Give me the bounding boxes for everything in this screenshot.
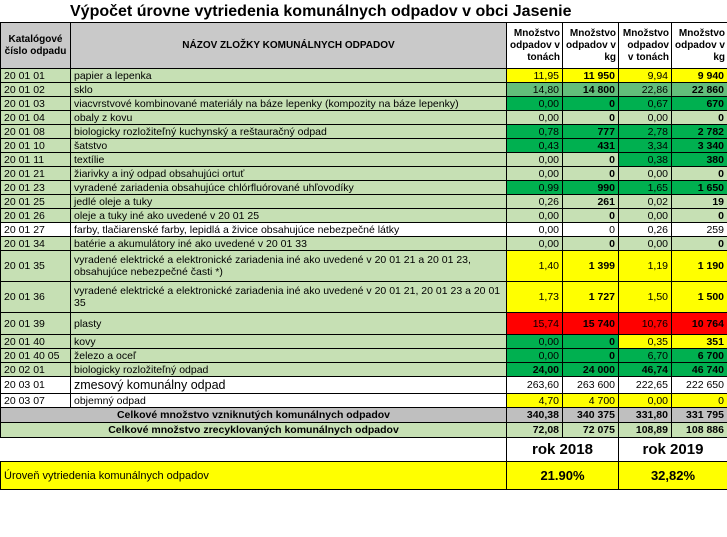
row-name[interactable]: žiarivky a iný odpad obsahujúci ortuť xyxy=(71,167,507,181)
cell-t-2018[interactable]: 0,26 xyxy=(507,195,563,209)
level-row xyxy=(1,462,727,490)
row-name[interactable]: šatstvo xyxy=(71,139,507,153)
cell-t-2018[interactable]: 0,00 xyxy=(507,167,563,181)
cell-t-2018[interactable]: 0,78 xyxy=(507,125,563,139)
cell-kg-2019[interactable]: 3 340 xyxy=(672,139,727,153)
row-name[interactable]: oleje a tuky iné ako uvedené v 20 01 25 xyxy=(71,209,507,223)
cell-t-2018[interactable]: 14,80 xyxy=(507,83,563,97)
cell-kg-2018[interactable]: 0 xyxy=(563,223,619,237)
year-spacer xyxy=(1,438,507,462)
table-row xyxy=(1,139,727,153)
header-t-2019: Množstvo odpadov v tonách xyxy=(619,23,672,69)
row-name[interactable]: vyradené elektrické a elektronické zariadenia iné ako uvedené v 20 01 21, 20 01 23 a 20 01 35 xyxy=(71,282,507,313)
cell-t-2018[interactable]: 0,00 xyxy=(507,153,563,167)
total-t-2019[interactable]: 331,80 xyxy=(619,408,672,423)
cell-kg-2018[interactable]: 1 727 xyxy=(563,282,619,313)
cell-t-2018[interactable]: 0,00 xyxy=(507,97,563,111)
cell-kg-2019[interactable]: 351 xyxy=(672,335,727,349)
recycled-label: Celkové množstvo zrecyklovaných komunálnych odpadov xyxy=(1,423,507,438)
cell-kg-2018[interactable]: 0 xyxy=(563,237,619,251)
table-row xyxy=(1,363,727,377)
table-row xyxy=(1,237,727,251)
row-code[interactable]: 20 01 03 xyxy=(1,97,71,111)
header-kg-2019: Množstvo odpadov v kg xyxy=(672,23,727,69)
header-code: Katalógové číslo odpadu xyxy=(1,23,71,69)
cell-kg-2018[interactable]: 0 xyxy=(563,349,619,363)
row-code[interactable]: 20 01 40 xyxy=(1,335,71,349)
row-name[interactable]: jedlé oleje a tuky xyxy=(71,195,507,209)
cell-t-2018[interactable]: 0,00 xyxy=(507,209,563,223)
table-row xyxy=(1,394,727,408)
row-code[interactable]: 20 01 27 xyxy=(1,223,71,237)
cell-kg-2018[interactable]: 777 xyxy=(563,125,619,139)
row-code[interactable]: 20 01 35 xyxy=(1,251,71,282)
cell-kg-2018[interactable]: 15 740 xyxy=(563,313,619,335)
table-row xyxy=(1,349,727,363)
cell-kg-2019[interactable]: 10 764 xyxy=(672,313,727,335)
cell-kg-2018[interactable]: 0 xyxy=(563,97,619,111)
row-code[interactable]: 20 01 11 xyxy=(1,153,71,167)
cell-kg-2019[interactable]: 259 xyxy=(672,223,727,237)
table-row xyxy=(1,153,727,167)
cell-kg-2018[interactable]: 990 xyxy=(563,181,619,195)
cell-t-2018[interactable]: 0,99 xyxy=(507,181,563,195)
header-name: NÁZOV ZLOŽKY KOMUNÁLNYCH ODPADOV xyxy=(71,23,507,69)
cell-kg-2018[interactable]: 4 700 xyxy=(563,394,619,408)
cell-t-2019[interactable]: 9,94 xyxy=(619,69,672,83)
cell-t-2018[interactable]: 0,43 xyxy=(507,139,563,153)
total-label: Celkové množstvo vzniknutých komunálnych odpadov xyxy=(1,408,507,423)
recycled-kg-2019[interactable]: 108 886 xyxy=(672,423,727,438)
cell-kg-2019[interactable]: 19 xyxy=(672,195,727,209)
row-name[interactable]: biologicky rozložiteľný odpad xyxy=(71,363,507,377)
cell-kg-2019[interactable]: 9 940 xyxy=(672,69,727,83)
cell-kg-2019[interactable]: 46 740 xyxy=(672,363,727,377)
row-code[interactable]: 20 01 08 xyxy=(1,125,71,139)
cell-kg-2019[interactable]: 22 860 xyxy=(672,83,727,97)
cell-t-2019[interactable]: 0,00 xyxy=(619,394,672,408)
row-name[interactable]: plasty xyxy=(71,313,507,335)
recycled-t-2018[interactable]: 72,08 xyxy=(507,423,563,438)
row-name[interactable]: železo a oceľ xyxy=(71,349,507,363)
cell-kg-2018[interactable]: 14 800 xyxy=(563,83,619,97)
cell-t-2018[interactable]: 11,95 xyxy=(507,69,563,83)
cell-t-2018[interactable]: 4,70 xyxy=(507,394,563,408)
row-code[interactable]: 20 01 40 05 xyxy=(1,349,71,363)
row-name[interactable]: farby, tlačiarenské farby, lepidlá a živice obsahujúce nebezpečné látky xyxy=(71,223,507,237)
cell-t-2019[interactable]: 0,26 xyxy=(619,223,672,237)
cell-kg-2019[interactable]: 0 xyxy=(672,111,727,125)
waste-table xyxy=(0,22,727,490)
cell-kg-2018[interactable]: 0 xyxy=(563,335,619,349)
table-row xyxy=(1,195,727,209)
table-row xyxy=(1,209,727,223)
table-row xyxy=(1,111,727,125)
cell-t-2018[interactable]: 0,00 xyxy=(507,349,563,363)
cell-t-2019[interactable]: 0,38 xyxy=(619,153,672,167)
row-name[interactable]: sklo xyxy=(71,83,507,97)
table-row xyxy=(1,83,727,97)
level-2019[interactable]: 32,82% xyxy=(619,462,727,490)
level-label: Úroveň vytriedenia komunálnych odpadov xyxy=(1,462,507,490)
row-code[interactable]: 20 02 01 xyxy=(1,363,71,377)
cell-kg-2019[interactable]: 0 xyxy=(672,394,727,408)
cell-t-2018[interactable]: 0,00 xyxy=(507,111,563,125)
cell-t-2019[interactable]: 2,78 xyxy=(619,125,672,139)
recycled-kg-2018[interactable]: 72 075 xyxy=(563,423,619,438)
cell-kg-2018[interactable]: 263 600 xyxy=(563,377,619,394)
cell-t-2019[interactable]: 1,50 xyxy=(619,282,672,313)
row-code[interactable]: 20 01 02 xyxy=(1,83,71,97)
cell-kg-2018[interactable]: 261 xyxy=(563,195,619,209)
row-name[interactable]: kovy xyxy=(71,335,507,349)
recycled-row xyxy=(1,423,727,438)
cell-kg-2018[interactable]: 24 000 xyxy=(563,363,619,377)
cell-kg-2018[interactable]: 0 xyxy=(563,153,619,167)
cell-kg-2018[interactable]: 0 xyxy=(563,209,619,223)
cell-kg-2019[interactable]: 2 782 xyxy=(672,125,727,139)
cell-kg-2018[interactable]: 1 399 xyxy=(563,251,619,282)
total-row xyxy=(1,408,727,423)
cell-kg-2019[interactable]: 0 xyxy=(672,237,727,251)
cell-t-2018[interactable]: 0,00 xyxy=(507,335,563,349)
row-name[interactable]: objemný odpad xyxy=(71,394,507,408)
cell-t-2019[interactable]: 222,65 xyxy=(619,377,672,394)
cell-t-2019[interactable]: 1,65 xyxy=(619,181,672,195)
row-name[interactable]: obaly z kovu xyxy=(71,111,507,125)
row-name[interactable]: vyradené zariadenia obsahujúce chlórfluórované uhľovodíky xyxy=(71,181,507,195)
cell-kg-2018[interactable]: 431 xyxy=(563,139,619,153)
row-code[interactable]: 20 01 25 xyxy=(1,195,71,209)
table-row xyxy=(1,167,727,181)
cell-t-2019[interactable]: 0,67 xyxy=(619,97,672,111)
cell-t-2019[interactable]: 0,00 xyxy=(619,237,672,251)
cell-kg-2019[interactable]: 670 xyxy=(672,97,727,111)
cell-t-2018[interactable]: 0,00 xyxy=(507,237,563,251)
total-kg-2018[interactable]: 340 375 xyxy=(563,408,619,423)
row-name[interactable]: zmesový komunálny odpad xyxy=(71,377,507,394)
cell-t-2019[interactable]: 22,86 xyxy=(619,83,672,97)
header-row xyxy=(1,23,727,69)
cell-kg-2019[interactable]: 0 xyxy=(672,167,727,181)
cell-t-2019[interactable]: 0,02 xyxy=(619,195,672,209)
year-row xyxy=(1,438,727,462)
cell-t-2018[interactable]: 24,00 xyxy=(507,363,563,377)
row-code[interactable]: 20 01 39 xyxy=(1,313,71,335)
header-kg-2018: Množstvo odpadov v kg xyxy=(563,23,619,69)
cell-kg-2019[interactable]: 1 190 xyxy=(672,251,727,282)
row-code[interactable]: 20 01 04 xyxy=(1,111,71,125)
cell-kg-2019[interactable]: 380 xyxy=(672,153,727,167)
cell-t-2019[interactable]: 1,19 xyxy=(619,251,672,282)
table-row xyxy=(1,125,727,139)
cell-t-2019[interactable]: 46,74 xyxy=(619,363,672,377)
table-row xyxy=(1,69,727,83)
table-row xyxy=(1,313,727,335)
row-name[interactable]: biologicky rozložiteľný kuchynský a reštauračný odpad xyxy=(71,125,507,139)
row-name[interactable]: vyradené elektrické a elektronické zariadenia iné ako uvedené v 20 01 21 a 20 01 23, obsahujúce nebezpečné časti *) xyxy=(71,251,507,282)
table-row xyxy=(1,181,727,195)
cell-kg-2019[interactable]: 1 650 xyxy=(672,181,727,195)
cell-t-2018[interactable]: 0,00 xyxy=(507,223,563,237)
cell-t-2019[interactable]: 0,00 xyxy=(619,167,672,181)
cell-t-2019[interactable]: 0,00 xyxy=(619,111,672,125)
table-row xyxy=(1,251,727,282)
row-code[interactable]: 20 01 36 xyxy=(1,282,71,313)
cell-t-2019[interactable]: 10,76 xyxy=(619,313,672,335)
row-name[interactable]: textílie xyxy=(71,153,507,167)
cell-t-2018[interactable]: 263,60 xyxy=(507,377,563,394)
row-code[interactable]: 20 03 07 xyxy=(1,394,71,408)
table-row xyxy=(1,223,727,237)
cell-kg-2018[interactable]: 11 950 xyxy=(563,69,619,83)
year-2018: rok 2018 xyxy=(507,438,619,462)
cell-kg-2019[interactable]: 1 500 xyxy=(672,282,727,313)
cell-kg-2018[interactable]: 0 xyxy=(563,111,619,125)
cell-t-2019[interactable]: 3,34 xyxy=(619,139,672,153)
sheet-title: Výpočet úrovne vytriedenia komunálnych odpadov v obci Jasenie xyxy=(70,3,572,20)
total-kg-2019[interactable]: 331 795 xyxy=(672,408,727,423)
cell-t-2018[interactable]: 1,73 xyxy=(507,282,563,313)
row-name[interactable]: papier a lepenka xyxy=(71,69,507,83)
cell-t-2018[interactable]: 1,40 xyxy=(507,251,563,282)
cell-kg-2019[interactable]: 0 xyxy=(672,209,727,223)
table-row xyxy=(1,335,727,349)
header-t-2018: Množstvo odpadov v tonách xyxy=(507,23,563,69)
cell-kg-2019[interactable]: 6 700 xyxy=(672,349,727,363)
row-name[interactable]: batérie a akumulátory iné ako uvedené v 20 01 33 xyxy=(71,237,507,251)
row-code[interactable]: 20 01 26 xyxy=(1,209,71,223)
level-2018[interactable]: 21.90% xyxy=(507,462,619,490)
row-code[interactable]: 20 01 21 xyxy=(1,167,71,181)
table-row xyxy=(1,282,727,313)
table-row xyxy=(1,377,727,394)
row-code[interactable]: 20 01 10 xyxy=(1,139,71,153)
year-2019: rok 2019 xyxy=(619,438,727,462)
recycled-t-2019[interactable]: 108,89 xyxy=(619,423,672,438)
row-name[interactable]: viacvrstvové kombinované materiály na báze lepenky (kompozity na báze lepenky) xyxy=(71,97,507,111)
cell-kg-2019[interactable]: 222 650 xyxy=(672,377,727,394)
row-code[interactable]: 20 01 34 xyxy=(1,237,71,251)
row-code[interactable]: 20 01 01 xyxy=(1,69,71,83)
total-t-2018[interactable]: 340,38 xyxy=(507,408,563,423)
cell-t-2018[interactable]: 15,74 xyxy=(507,313,563,335)
cell-t-2019[interactable]: 0,00 xyxy=(619,209,672,223)
row-code[interactable]: 20 01 23 xyxy=(1,181,71,195)
table-row xyxy=(1,97,727,111)
cell-kg-2018[interactable]: 0 xyxy=(563,167,619,181)
row-code[interactable]: 20 03 01 xyxy=(1,377,71,394)
cell-t-2019[interactable]: 6,70 xyxy=(619,349,672,363)
cell-t-2019[interactable]: 0,35 xyxy=(619,335,672,349)
